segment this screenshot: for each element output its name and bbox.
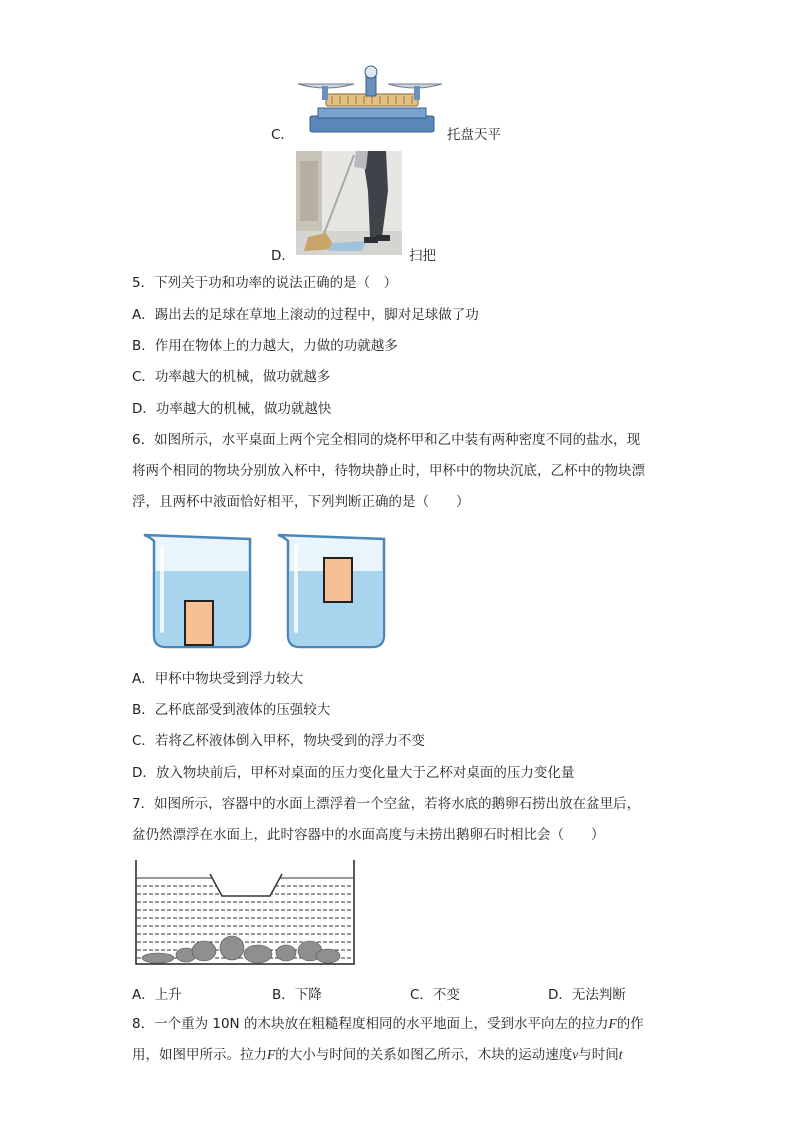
option-c-letter: C． (271, 127, 294, 143)
q7-stem-line-1: 7．如图所示，容器中的水面上漂浮着一个空盆，若将水底的鹅卵石捞出放在盆里后， (132, 796, 641, 812)
option-d-letter: D． (271, 248, 295, 264)
velocity-var: v (572, 1047, 579, 1062)
q8-text: 用，如图甲所示。拉力 (132, 1047, 267, 1063)
q5-option-a: A．踢出去的足球在草地上滚动的过程中，脚对足球做了功 (132, 307, 479, 323)
q8-line-2 (132, 1045, 623, 1065)
balance-scale-image (296, 64, 442, 136)
q6-option-d: D．放入物块前后，甲杯对桌面的压力变化量大于乙杯对桌面的压力变化量 (132, 765, 575, 781)
q7-option-b: B．下降 (272, 987, 322, 1003)
option-d-caption: 扫把 (409, 248, 436, 264)
beakers-figure (136, 531, 394, 653)
q8-text: 的大小与时间的关系如图乙所示，木块的运动速度 (275, 1047, 573, 1063)
q5-option-c: C．功率越大的机械，做功就越多 (132, 369, 331, 385)
force-var: F (608, 1016, 617, 1031)
option-c-caption: 托盘天平 (447, 127, 501, 143)
q8-text: 的作 (616, 1016, 644, 1032)
q7-option-c: C．不变 (410, 987, 460, 1003)
time-var: t (618, 1047, 623, 1062)
q8-text: 与时间 (578, 1047, 619, 1063)
q7-stem-line-2: 盆仍然漂浮在水面上，此时容器中的水面高度与未捞出鹅卵石时相比会（ ） (132, 827, 605, 843)
q6-option-a: A．甲杯中物块受到浮力较大 (132, 671, 304, 687)
q6-stem-line-1: 6．如图所示，水平桌面上两个完全相同的烧杯甲和乙中装有两种密度不同的盐水，现 (132, 432, 641, 448)
q5-option-d: D．功率越大的机械，做功就越快 (132, 401, 332, 417)
q5-option-b: B．作用在物体上的力越大，力做的功就越多 (132, 338, 398, 354)
q7-option-a: A．上升 (132, 987, 182, 1003)
beaker-jia (144, 535, 250, 647)
q8-line-1 (132, 1014, 644, 1034)
beaker-yi (278, 535, 384, 647)
container-basin-figure (134, 858, 358, 968)
q5-stem: 5．下列关于功和功率的说法正确的是（ ） (132, 275, 398, 291)
q8-text: 8．一个重为 10N 的木块放在粗糙程度相同的水平地面上，受到水平向左的拉力 (132, 1016, 609, 1032)
q6-option-c: C．若将乙杯液体倒入甲杯，物块受到的浮力不变 (132, 733, 425, 749)
force-var: F (267, 1047, 276, 1062)
q6-option-b: B．乙杯底部受到液体的压强较大 (132, 702, 331, 718)
q6-stem-line-3: 浮，且两杯中液面恰好相平，下列判断正确的是（ ） (132, 494, 470, 510)
q6-stem-line-2: 将两个相同的物块分别放入杯中，待物块静止时，甲杯中的物块沉底，乙杯中的物块漂 (132, 463, 645, 479)
broom-photo (296, 151, 402, 255)
q7-option-d: D．无法判断 (548, 987, 626, 1003)
